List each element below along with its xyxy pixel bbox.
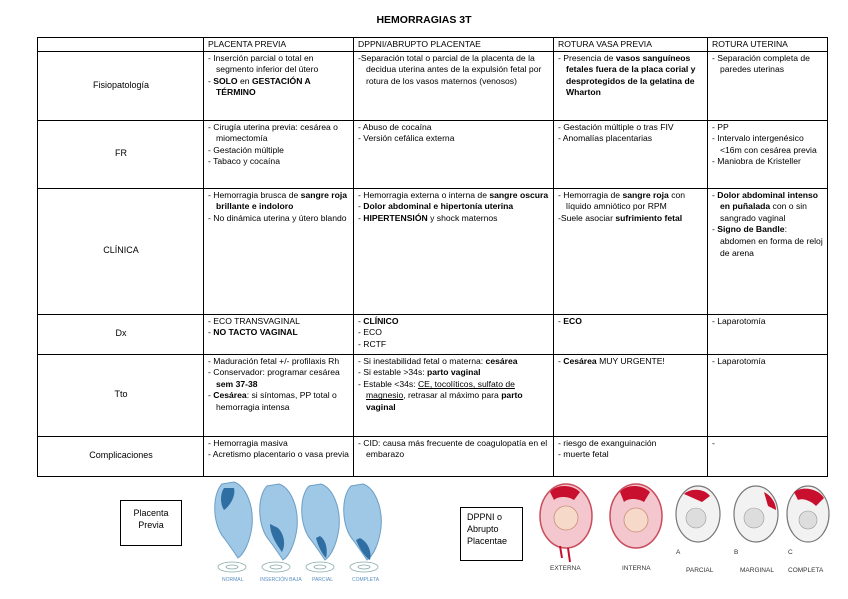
uterus-normal-icon — [215, 482, 253, 558]
caption-marginal: MARGINAL — [740, 567, 774, 574]
header-placenta-previa: PLACENTA PREVIA — [204, 38, 354, 52]
caption-completa: COMPLETA — [788, 567, 824, 574]
letter-b: B — [734, 549, 739, 556]
cell-ru: - Separación completa de paredes uterinas — [708, 51, 828, 120]
hemorrhage-table — [37, 37, 828, 477]
box-line: Abrupto — [467, 524, 499, 534]
cell-rvp: - riesgo de exanguinación - muerte fetal — [554, 436, 708, 476]
caption-parcial: PARCIAL — [312, 577, 334, 583]
placenta-previa-illustration — [210, 474, 390, 586]
cell-rvp: - Gestación múltiple o tras FIV - Anomalías placentarias — [554, 120, 708, 188]
uterus-complete-icon — [787, 486, 829, 542]
row-complicaciones — [38, 436, 828, 476]
cell-pp: - Cirugía uterina previa: cesárea o miomectomía - Gestación múltiple - Tabaco y cocaína — [204, 120, 354, 188]
uterus-partial-icon — [302, 484, 340, 560]
row-dx — [38, 314, 828, 354]
uterus-marginal-icon — [734, 486, 778, 542]
row-clinica — [38, 188, 828, 314]
uterus-low-insertion-icon — [260, 484, 298, 560]
cell-ru: - — [708, 436, 828, 476]
cell-pp: - Hemorragia masiva - Acretismo placentario o vasa previa — [204, 436, 354, 476]
cell-rvp: - ECO — [554, 314, 708, 354]
caption-parcial: PARCIAL — [686, 567, 714, 574]
row-label: Fisiopatología — [38, 51, 204, 120]
uterus-complete-icon — [344, 484, 382, 560]
cell-dppni: - CID: causa más frecuente de coagulopatía en el embarazo — [354, 436, 554, 476]
cell-pp: - ECO TRANSVAGINAL - NO TACTO VAGINAL — [204, 314, 354, 354]
cell-ru: - Laparotomía — [708, 354, 828, 436]
caption-externa: EXTERNA — [550, 565, 581, 572]
cell-pp: - Inserción parcial o total en segmento inferior del útero - SOLO en GESTACIÓN A TÉRMINO — [204, 51, 354, 120]
row-fr — [38, 120, 828, 188]
cell-pp: - Hemorragia brusca de sangre roja brillante e indoloro - No dinámica uterina y útero blando — [204, 188, 354, 314]
caption-interna: INTERNA — [622, 565, 651, 572]
box-line: Previa — [138, 520, 164, 530]
box-line: DPPNI o — [467, 512, 503, 522]
cell-rvp: - Presencia de vasos sanguíneos fetales fuera de la placa corial y desprotegidos de la gelatina de Wharton — [554, 51, 708, 120]
page-title: HEMORRAGIAS 3T — [376, 14, 472, 26]
cell-rvp: - Hemorragia de sangre roja con líquido amniótico por RPM -Suele asociar sufrimiento fetal — [554, 188, 708, 314]
row-label: CLÍNICA — [38, 188, 204, 314]
header-empty — [38, 38, 204, 52]
box-line: Placentae — [467, 536, 508, 546]
uterus-partial-icon — [676, 486, 720, 542]
cell-ru: - Laparotomía — [708, 314, 828, 354]
dppni-illustration — [526, 478, 832, 578]
caption-normal: NORMAL — [222, 577, 244, 583]
row-fisiopatologia — [38, 51, 828, 120]
header-row — [38, 38, 828, 52]
cell-dppni: - Hemorragia externa o interna de sangre oscura - Dolor abdominal e hipertonía uterina - HIPERTENSIÓN y shock maternos — [354, 188, 554, 314]
row-label: Complicaciones — [38, 436, 204, 476]
header-dppni: DPPNI/ABRUPTO PLACENTAE — [354, 38, 554, 52]
uterus-external-icon — [540, 484, 592, 562]
cell-dppni: - CLÍNICO - ECO - RCTF — [354, 314, 554, 354]
box-line: Placenta — [133, 508, 169, 518]
cell-dppni: -Separación total o parcial de la placenta de la decidua uterina antes de la expulsión fetal por rotura de los vasos maternos (venosos) — [354, 51, 554, 120]
cell-dppni: - Si inestabilidad fetal o materna: cesárea - Si estable >34s: parto vaginal - Estable <34s: CE, tocolíticos, sulfato de magnesio, retrasar al máximo para parto vaginal — [354, 354, 554, 436]
header-vasa-previa: ROTURA VASA PREVIA — [554, 38, 708, 52]
placenta-previa-label-box — [120, 500, 182, 546]
row-label: Dx — [38, 314, 204, 354]
cell-pp: - Maduración fetal +/- profilaxis Rh - Conservador: programar cesárea sem 37-38 - Cesárea: si síntomas, PP total o hemorragia intensa — [204, 354, 354, 436]
letter-c: C — [788, 549, 793, 556]
uterus-internal-icon — [610, 484, 662, 548]
row-label: FR — [38, 120, 204, 188]
row-tto — [38, 354, 828, 436]
letter-a: A — [676, 549, 681, 556]
cell-rvp: - Cesárea MUY URGENTE! — [554, 354, 708, 436]
cell-ru: - PP - Intervalo intergenésico <16m con cesárea previa - Maniobra de Kristeller — [708, 120, 828, 188]
caption-insercion-baja: INSERCIÓN BAJA — [260, 577, 302, 583]
dppni-label-box — [460, 507, 523, 561]
caption-completa: COMPLETA — [352, 577, 380, 583]
row-label: Tto — [38, 354, 204, 436]
cell-dppni: - Abuso de cocaína - Versión cefálica externa — [354, 120, 554, 188]
cell-ru: - Dolor abdominal intenso en puñalada con o sin sangrado vaginal - Signo de Bandle: abdomen en forma de reloj de arena — [708, 188, 828, 314]
header-rotura-uterina: ROTURA UTERINA — [708, 38, 828, 52]
cervix-diagrams — [218, 562, 378, 572]
